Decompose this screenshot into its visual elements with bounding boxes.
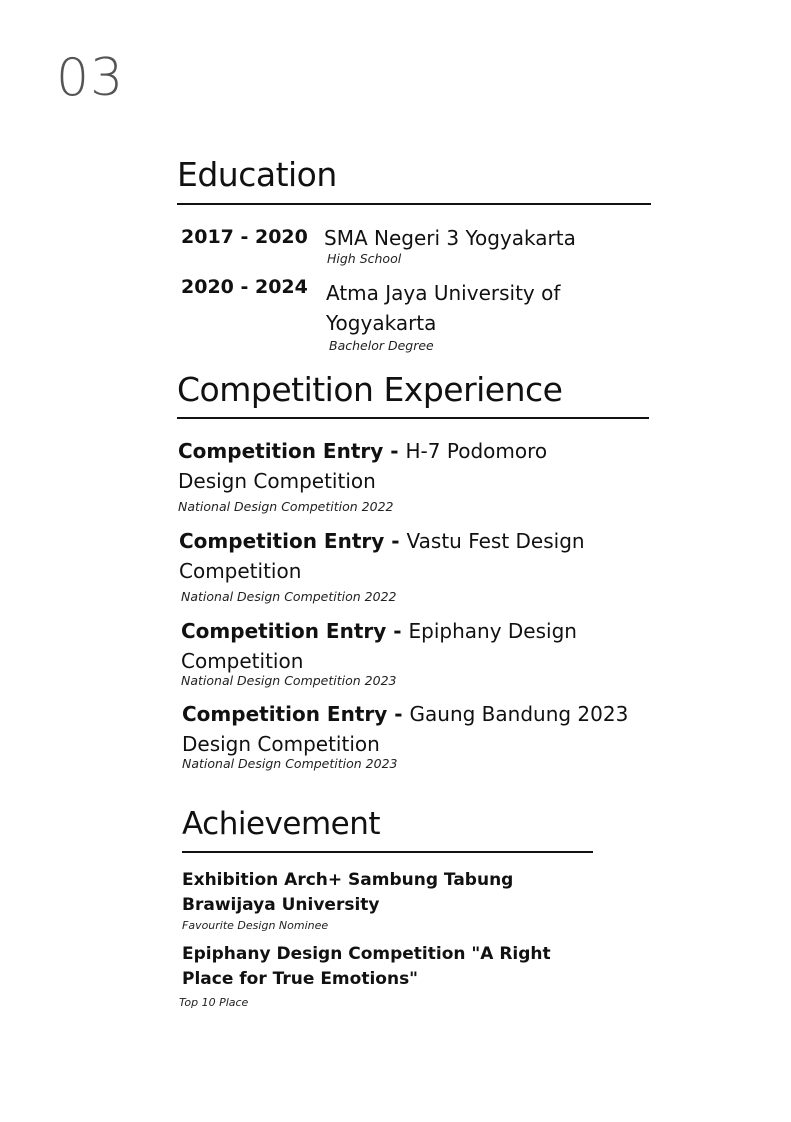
education-school-2: Atma Jaya University of Yogyakarta bbox=[326, 281, 561, 335]
competition-entry-separator: - bbox=[383, 439, 406, 463]
achievement-detail-1: Favourite Design Nominee bbox=[182, 919, 329, 932]
competition-entry-name: Epiphany Design Competition bbox=[181, 619, 577, 673]
competition-entry-name: Gaung Bandung 2023 Design Competition bbox=[182, 702, 629, 756]
education-level-2: Bachelor Degree bbox=[329, 338, 434, 353]
education-years-2: 2020 - 2024 bbox=[181, 276, 308, 298]
education-school-1: SMA Negeri 3 Yogyakarta bbox=[324, 226, 576, 250]
competition-entry-separator: - bbox=[384, 529, 407, 553]
achievement-heading: Achievement bbox=[182, 806, 381, 842]
education-years-1: 2017 - 2020 bbox=[181, 226, 308, 248]
competition-entry-detail-2: National Design Competition 2022 bbox=[181, 589, 397, 604]
competition-entry-2 bbox=[179, 526, 599, 586]
page-number: 03 bbox=[56, 48, 125, 108]
education-divider bbox=[177, 203, 651, 205]
competition-entry-label: Competition Entry bbox=[178, 439, 384, 463]
competition-entry-name: H-7 Podomoro Design Competition bbox=[178, 439, 548, 493]
achievement-entry-1: Exhibition Arch+ Sambung Tabung Brawijaya University bbox=[182, 870, 514, 915]
competition-heading: Competition Experience bbox=[177, 370, 563, 409]
competition-entry-detail-1: National Design Competition 2022 bbox=[178, 499, 394, 514]
competition-entry-label: Competition Entry bbox=[182, 702, 388, 726]
competition-entry-detail-3: National Design Competition 2023 bbox=[181, 673, 397, 688]
competition-entry-separator: - bbox=[387, 702, 410, 726]
education-heading: Education bbox=[177, 155, 337, 194]
competition-entry-label: Competition Entry bbox=[181, 619, 387, 643]
competition-entry-name: Vastu Fest Design Competition bbox=[179, 529, 585, 583]
competition-entry-1 bbox=[178, 436, 618, 496]
competition-entry-detail-4: National Design Competition 2023 bbox=[182, 756, 398, 771]
competition-divider bbox=[177, 417, 649, 419]
competition-entry-4 bbox=[182, 699, 632, 759]
achievement-entry-2: Epiphany Design Competition "A Right Place for True Emotions" bbox=[182, 944, 551, 989]
competition-entry-separator: - bbox=[386, 619, 409, 643]
education-level-1: High School bbox=[327, 251, 402, 266]
competition-entry-label: Competition Entry bbox=[179, 529, 385, 553]
achievement-divider bbox=[182, 851, 593, 853]
achievement-detail-2: Top 10 Place bbox=[179, 996, 249, 1009]
competition-entry-3 bbox=[181, 616, 601, 676]
